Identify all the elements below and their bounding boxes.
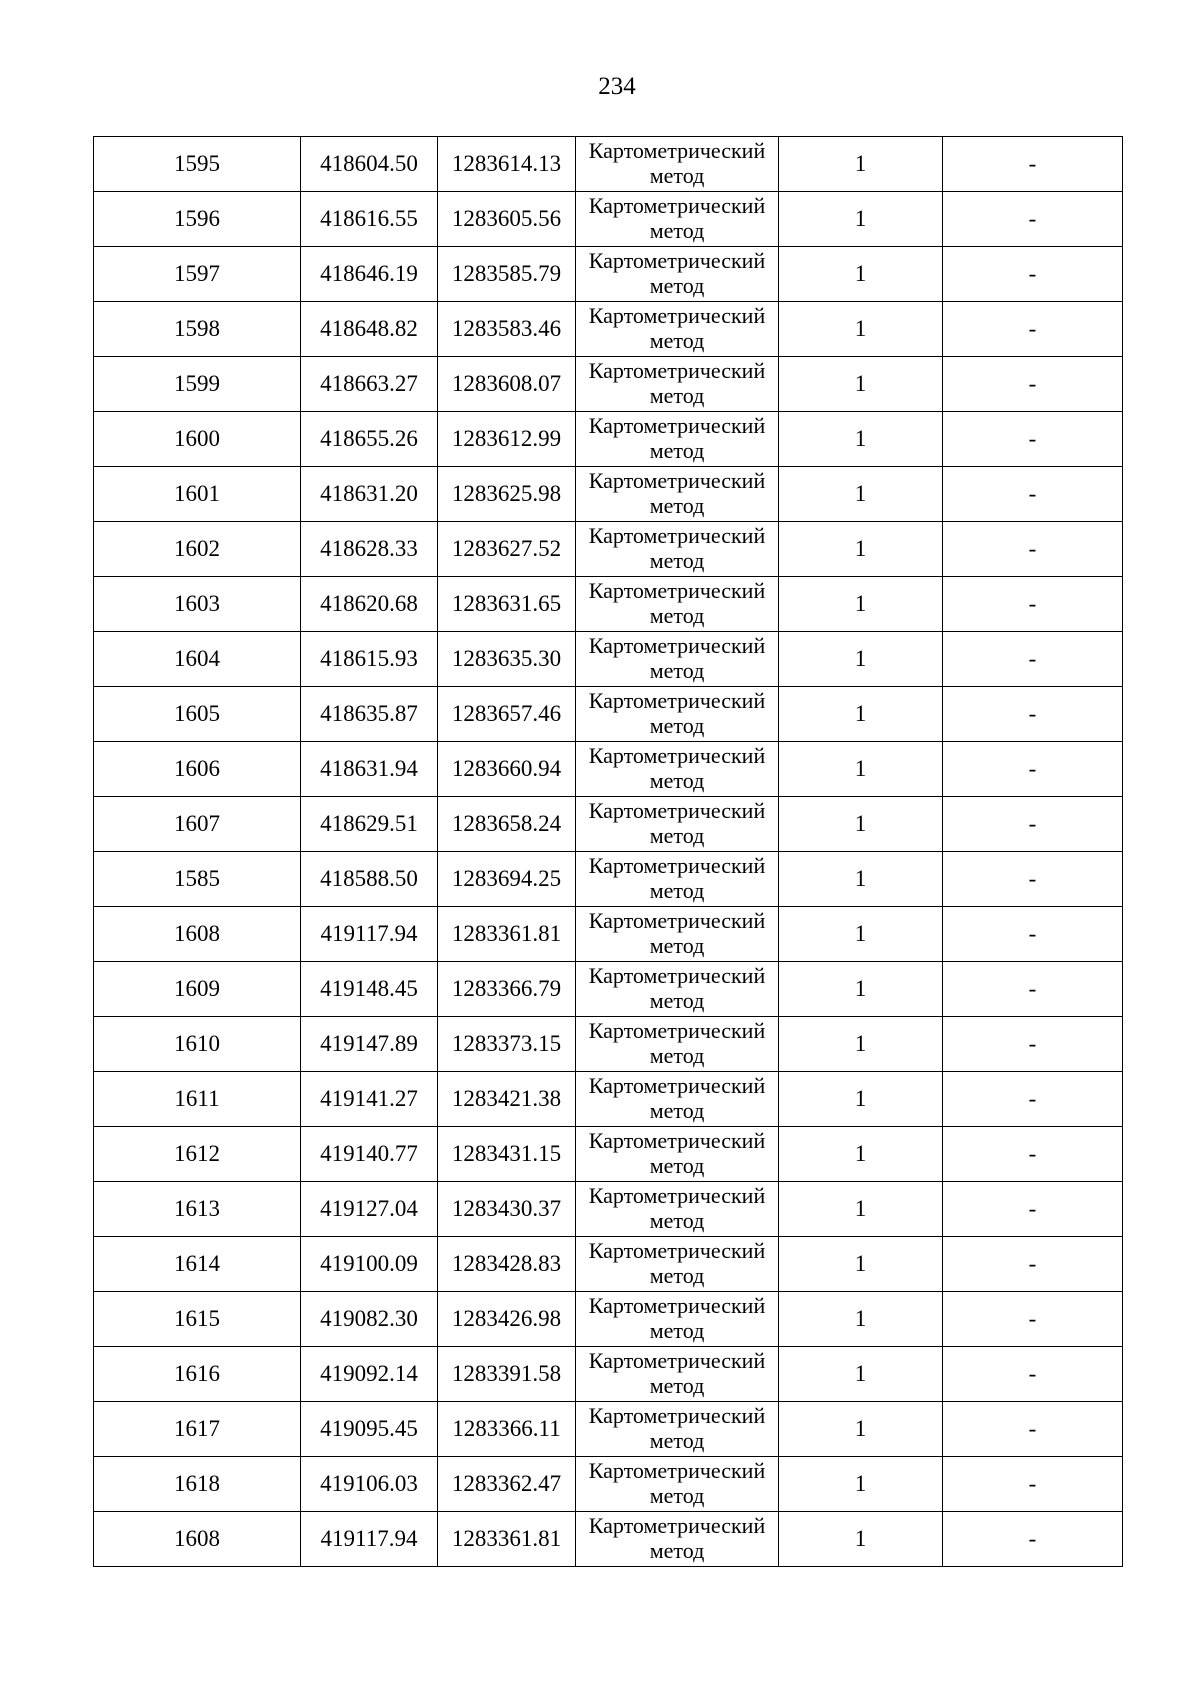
method-line-2: метод — [649, 878, 705, 903]
accuracy-cell: 1 — [779, 1017, 943, 1072]
x-coordinate-cell: 418631.20 — [301, 467, 438, 522]
note-cell: - — [943, 1127, 1123, 1182]
point-number-cell: 1596 — [94, 192, 301, 247]
accuracy-cell: 1 — [779, 412, 943, 467]
table-row — [94, 192, 1123, 247]
method-line-1: Картометрический — [588, 963, 766, 988]
accuracy-cell: 1 — [779, 192, 943, 247]
note-cell: - — [943, 302, 1123, 357]
x-coordinate-cell: 419117.94 — [301, 907, 438, 962]
y-coordinate-cell: 1283657.46 — [438, 687, 576, 742]
point-number-cell: 1595 — [94, 137, 301, 192]
method-line-1: Картометрический — [588, 1183, 766, 1208]
table-row — [94, 962, 1123, 1017]
method-line-1: Картометрический — [588, 798, 766, 823]
x-coordinate-cell: 419092.14 — [301, 1347, 438, 1402]
table-row — [94, 1127, 1123, 1182]
note-cell: - — [943, 467, 1123, 522]
method-cell — [576, 137, 779, 192]
x-coordinate-cell: 418629.51 — [301, 797, 438, 852]
method-cell — [576, 1072, 779, 1127]
method-line-2: метод — [649, 823, 705, 848]
method-cell — [576, 797, 779, 852]
point-number-cell: 1602 — [94, 522, 301, 577]
accuracy-cell: 1 — [779, 1402, 943, 1457]
method-line-1: Картометрический — [588, 1073, 766, 1098]
x-coordinate-cell: 418616.55 — [301, 192, 438, 247]
y-coordinate-cell: 1283608.07 — [438, 357, 576, 412]
accuracy-cell: 1 — [779, 1072, 943, 1127]
note-cell: - — [943, 962, 1123, 1017]
y-coordinate-cell: 1283362.47 — [438, 1457, 576, 1512]
method-line-2: метод — [649, 273, 705, 298]
x-coordinate-cell: 419140.77 — [301, 1127, 438, 1182]
table-row — [94, 522, 1123, 577]
method-line-1: Картометрический — [588, 908, 766, 933]
method-cell — [576, 1017, 779, 1072]
accuracy-cell: 1 — [779, 1182, 943, 1237]
note-cell: - — [943, 1237, 1123, 1292]
method-line-1: Картометрический — [588, 413, 766, 438]
point-number-cell: 1585 — [94, 852, 301, 907]
accuracy-cell: 1 — [779, 742, 943, 797]
accuracy-cell: 1 — [779, 1237, 943, 1292]
x-coordinate-cell: 419106.03 — [301, 1457, 438, 1512]
x-coordinate-cell: 418620.68 — [301, 577, 438, 632]
x-coordinate-cell: 418604.50 — [301, 137, 438, 192]
y-coordinate-cell: 1283612.99 — [438, 412, 576, 467]
coordinates-table — [93, 136, 1123, 1567]
note-cell: - — [943, 687, 1123, 742]
y-coordinate-cell: 1283694.25 — [438, 852, 576, 907]
y-coordinate-cell: 1283391.58 — [438, 1347, 576, 1402]
table-row — [94, 797, 1123, 852]
method-cell — [576, 357, 779, 412]
y-coordinate-cell: 1283660.94 — [438, 742, 576, 797]
note-cell: - — [943, 192, 1123, 247]
table-row — [94, 302, 1123, 357]
x-coordinate-cell: 418646.19 — [301, 247, 438, 302]
y-coordinate-cell: 1283658.24 — [438, 797, 576, 852]
y-coordinate-cell: 1283361.81 — [438, 907, 576, 962]
method-line-1: Картометрический — [588, 853, 766, 878]
point-number-cell: 1600 — [94, 412, 301, 467]
note-cell: - — [943, 1512, 1123, 1567]
method-cell — [576, 962, 779, 1017]
method-line-2: метод — [649, 1483, 705, 1508]
method-line-1: Картометрический — [588, 248, 766, 273]
x-coordinate-cell: 419127.04 — [301, 1182, 438, 1237]
x-coordinate-cell: 418663.27 — [301, 357, 438, 412]
accuracy-cell: 1 — [779, 852, 943, 907]
method-cell — [576, 1457, 779, 1512]
note-cell: - — [943, 852, 1123, 907]
method-line-2: метод — [649, 218, 705, 243]
accuracy-cell: 1 — [779, 907, 943, 962]
x-coordinate-cell: 419148.45 — [301, 962, 438, 1017]
x-coordinate-cell: 418655.26 — [301, 412, 438, 467]
point-number-cell: 1605 — [94, 687, 301, 742]
table-row — [94, 1072, 1123, 1127]
method-line-1: Картометрический — [588, 1403, 766, 1428]
point-number-cell: 1609 — [94, 962, 301, 1017]
method-line-2: метод — [649, 1263, 705, 1288]
method-line-2: метод — [649, 1153, 705, 1178]
method-line-2: метод — [649, 163, 705, 188]
method-cell — [576, 577, 779, 632]
y-coordinate-cell: 1283426.98 — [438, 1292, 576, 1347]
x-coordinate-cell: 419100.09 — [301, 1237, 438, 1292]
y-coordinate-cell: 1283421.38 — [438, 1072, 576, 1127]
method-line-1: Картометрический — [588, 1513, 766, 1538]
method-cell — [576, 1127, 779, 1182]
x-coordinate-cell: 419147.89 — [301, 1017, 438, 1072]
y-coordinate-cell: 1283430.37 — [438, 1182, 576, 1237]
page-number: 234 — [598, 73, 636, 100]
y-coordinate-cell: 1283428.83 — [438, 1237, 576, 1292]
table-row — [94, 852, 1123, 907]
point-number-cell: 1608 — [94, 907, 301, 962]
note-cell: - — [943, 137, 1123, 192]
point-number-cell: 1603 — [94, 577, 301, 632]
method-cell — [576, 687, 779, 742]
point-number-cell: 1613 — [94, 1182, 301, 1237]
method-line-2: метод — [649, 1428, 705, 1453]
method-cell — [576, 412, 779, 467]
accuracy-cell: 1 — [779, 247, 943, 302]
method-cell — [576, 1237, 779, 1292]
point-number-cell: 1610 — [94, 1017, 301, 1072]
point-number-cell: 1597 — [94, 247, 301, 302]
method-line-2: метод — [649, 548, 705, 573]
note-cell: - — [943, 522, 1123, 577]
table-row — [94, 247, 1123, 302]
table-row — [94, 742, 1123, 797]
table-row — [94, 1237, 1123, 1292]
point-number-cell: 1608 — [94, 1512, 301, 1567]
method-line-2: метод — [649, 383, 705, 408]
method-line-1: Картометрический — [588, 1348, 766, 1373]
method-line-1: Картометрический — [588, 358, 766, 383]
note-cell: - — [943, 1292, 1123, 1347]
note-cell: - — [943, 1072, 1123, 1127]
point-number-cell: 1615 — [94, 1292, 301, 1347]
method-line-1: Картометрический — [588, 633, 766, 658]
method-cell — [576, 192, 779, 247]
method-cell — [576, 1512, 779, 1567]
method-cell — [576, 1292, 779, 1347]
method-line-1: Картометрический — [588, 303, 766, 328]
method-line-1: Картометрический — [588, 743, 766, 768]
note-cell: - — [943, 1017, 1123, 1072]
method-cell — [576, 852, 779, 907]
method-line-2: метод — [649, 1208, 705, 1233]
table-row — [94, 632, 1123, 687]
method-line-1: Картометрический — [588, 523, 766, 548]
point-number-cell: 1614 — [94, 1237, 301, 1292]
method-line-2: метод — [649, 713, 705, 738]
method-line-1: Картометрический — [588, 1018, 766, 1043]
point-number-cell: 1599 — [94, 357, 301, 412]
y-coordinate-cell: 1283627.52 — [438, 522, 576, 577]
note-cell: - — [943, 412, 1123, 467]
table-row — [94, 1347, 1123, 1402]
note-cell: - — [943, 797, 1123, 852]
y-coordinate-cell: 1283614.13 — [438, 137, 576, 192]
y-coordinate-cell: 1283605.56 — [438, 192, 576, 247]
point-number-cell: 1598 — [94, 302, 301, 357]
method-line-1: Картометрический — [588, 578, 766, 603]
y-coordinate-cell: 1283373.15 — [438, 1017, 576, 1072]
method-line-2: метод — [649, 603, 705, 628]
x-coordinate-cell: 418615.93 — [301, 632, 438, 687]
y-coordinate-cell: 1283366.11 — [438, 1402, 576, 1457]
table-row — [94, 1512, 1123, 1567]
accuracy-cell: 1 — [779, 577, 943, 632]
method-line-2: метод — [649, 1538, 705, 1563]
accuracy-cell: 1 — [779, 797, 943, 852]
x-coordinate-cell: 418588.50 — [301, 852, 438, 907]
note-cell: - — [943, 1347, 1123, 1402]
table-row — [94, 907, 1123, 962]
method-line-2: метод — [649, 658, 705, 683]
accuracy-cell: 1 — [779, 137, 943, 192]
table-row — [94, 1017, 1123, 1072]
table-row — [94, 1402, 1123, 1457]
y-coordinate-cell: 1283431.15 — [438, 1127, 576, 1182]
x-coordinate-cell: 418635.87 — [301, 687, 438, 742]
accuracy-cell: 1 — [779, 467, 943, 522]
method-line-2: метод — [649, 1098, 705, 1123]
point-number-cell: 1612 — [94, 1127, 301, 1182]
y-coordinate-cell: 1283361.81 — [438, 1512, 576, 1567]
note-cell: - — [943, 907, 1123, 962]
method-line-2: метод — [649, 1318, 705, 1343]
method-cell — [576, 1402, 779, 1457]
method-line-1: Картометрический — [588, 1238, 766, 1263]
method-line-2: метод — [649, 493, 705, 518]
point-number-cell: 1601 — [94, 467, 301, 522]
method-line-1: Картометрический — [588, 1128, 766, 1153]
note-cell: - — [943, 632, 1123, 687]
accuracy-cell: 1 — [779, 302, 943, 357]
y-coordinate-cell: 1283366.79 — [438, 962, 576, 1017]
table-row — [94, 577, 1123, 632]
method-line-1: Картометрический — [588, 688, 766, 713]
method-line-2: метод — [649, 1043, 705, 1068]
method-line-1: Картометрический — [588, 468, 766, 493]
method-cell — [576, 1182, 779, 1237]
x-coordinate-cell: 418628.33 — [301, 522, 438, 577]
accuracy-cell: 1 — [779, 1127, 943, 1182]
x-coordinate-cell: 418631.94 — [301, 742, 438, 797]
accuracy-cell: 1 — [779, 687, 943, 742]
y-coordinate-cell: 1283585.79 — [438, 247, 576, 302]
table-row — [94, 137, 1123, 192]
x-coordinate-cell: 419117.94 — [301, 1512, 438, 1567]
method-cell — [576, 742, 779, 797]
method-cell — [576, 632, 779, 687]
method-cell — [576, 302, 779, 357]
x-coordinate-cell: 419095.45 — [301, 1402, 438, 1457]
x-coordinate-cell: 419082.30 — [301, 1292, 438, 1347]
method-line-2: метод — [649, 328, 705, 353]
accuracy-cell: 1 — [779, 1457, 943, 1512]
table-row — [94, 1457, 1123, 1512]
note-cell: - — [943, 357, 1123, 412]
method-line-1: Картометрический — [588, 1293, 766, 1318]
accuracy-cell: 1 — [779, 1292, 943, 1347]
point-number-cell: 1604 — [94, 632, 301, 687]
method-line-2: метод — [649, 768, 705, 793]
note-cell: - — [943, 577, 1123, 632]
y-coordinate-cell: 1283583.46 — [438, 302, 576, 357]
note-cell: - — [943, 1457, 1123, 1512]
method-line-2: метод — [649, 1373, 705, 1398]
method-cell — [576, 467, 779, 522]
method-line-2: метод — [649, 988, 705, 1013]
method-cell — [576, 247, 779, 302]
accuracy-cell: 1 — [779, 632, 943, 687]
point-number-cell: 1618 — [94, 1457, 301, 1512]
y-coordinate-cell: 1283625.98 — [438, 467, 576, 522]
note-cell: - — [943, 247, 1123, 302]
point-number-cell: 1616 — [94, 1347, 301, 1402]
method-line-2: метод — [649, 933, 705, 958]
point-number-cell: 1606 — [94, 742, 301, 797]
point-number-cell: 1617 — [94, 1402, 301, 1457]
y-coordinate-cell: 1283635.30 — [438, 632, 576, 687]
accuracy-cell: 1 — [779, 1512, 943, 1567]
method-cell — [576, 522, 779, 577]
table-row — [94, 412, 1123, 467]
x-coordinate-cell: 418648.82 — [301, 302, 438, 357]
accuracy-cell: 1 — [779, 962, 943, 1017]
table-row — [94, 1292, 1123, 1347]
table-row — [94, 1182, 1123, 1237]
method-line-2: метод — [649, 438, 705, 463]
table-row — [94, 467, 1123, 522]
note-cell: - — [943, 1182, 1123, 1237]
x-coordinate-cell: 419141.27 — [301, 1072, 438, 1127]
method-line-1: Картометрический — [588, 193, 766, 218]
table-body — [94, 137, 1123, 1567]
table-row — [94, 357, 1123, 412]
method-cell — [576, 1347, 779, 1402]
y-coordinate-cell: 1283631.65 — [438, 577, 576, 632]
accuracy-cell: 1 — [779, 357, 943, 412]
method-line-1: Картометрический — [588, 1458, 766, 1483]
method-line-1: Картометрический — [588, 138, 766, 163]
point-number-cell: 1611 — [94, 1072, 301, 1127]
note-cell: - — [943, 1402, 1123, 1457]
point-number-cell: 1607 — [94, 797, 301, 852]
accuracy-cell: 1 — [779, 1347, 943, 1402]
accuracy-cell: 1 — [779, 522, 943, 577]
table-row — [94, 687, 1123, 742]
method-cell — [576, 907, 779, 962]
note-cell: - — [943, 742, 1123, 797]
